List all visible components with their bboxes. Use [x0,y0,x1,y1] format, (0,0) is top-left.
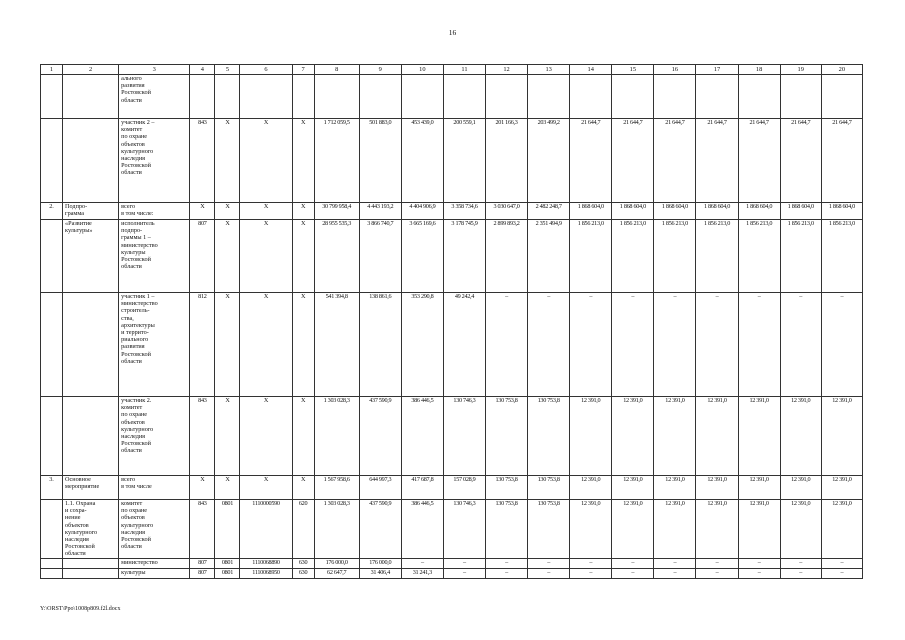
amount-cell: – [570,568,612,578]
budget-table [40,64,863,579]
amount-cell: 12 391,0 [654,397,696,476]
page-number: 16 [448,28,457,37]
amount-cell: – [738,293,780,397]
code-cell: 1110000590 [240,500,292,559]
amount-cell: 417 687,8 [401,476,443,500]
table-row [41,500,863,559]
amount-cell: 138 861,6 [359,293,401,397]
code-cell: Х [240,119,292,203]
amount-cell: – [696,568,738,578]
code-cell: 843 [190,397,215,476]
executor-cell: ального развития Ростовской области [119,75,190,119]
code-cell: Х [240,397,292,476]
amount-cell: – [443,568,485,578]
amount-cell: 12 391,0 [570,500,612,559]
amount-cell: – [443,558,485,568]
code-cell: Х [292,293,314,397]
amount-cell: 1 856 213,0 [780,220,821,293]
amount-cell: 130 746,3 [443,500,485,559]
column-number-19: 19 [780,65,821,75]
amount-cell: 1 868 604,0 [821,203,862,220]
amount-cell: 3 178 745,9 [443,220,485,293]
program-name-cell [63,397,119,476]
amount-cell: 130 753,8 [528,397,570,476]
executor-cell: участник 2. комитет по охране объектов культурного наследия Ростовской области [119,397,190,476]
column-number-14: 14 [570,65,612,75]
code-cell: Х [292,203,314,220]
amount-cell: 12 391,0 [738,397,780,476]
program-name-cell: «Развитие культуры» [63,220,119,293]
code-cell: Х [190,476,215,500]
column-number-5: 5 [215,65,240,75]
table-row [41,119,863,203]
amount-cell: – [780,558,821,568]
code-cell: Х [215,397,240,476]
amount-cell: – [528,293,570,397]
amount-cell [443,75,485,119]
amount-cell [570,75,612,119]
amount-cell: – [738,568,780,578]
amount-cell [780,75,821,119]
program-name-cell [63,558,119,568]
executor-cell: всего в том числе [119,476,190,500]
amount-cell: 12 391,0 [612,397,654,476]
amount-cell: – [821,568,862,578]
table-row [41,397,863,476]
amount-cell: 2 351 494,9 [528,220,570,293]
amount-cell: 1 856 213,0 [738,220,780,293]
column-number-15: 15 [612,65,654,75]
executor-cell: культуры [119,568,190,578]
amount-cell: 12 391,0 [612,476,654,500]
code-cell [240,75,292,119]
row-number-cell [41,558,63,568]
code-cell: 630 [292,558,314,568]
amount-cell: – [696,558,738,568]
table-row [41,203,863,220]
amount-cell: 12 391,0 [821,500,862,559]
amount-cell: – [528,568,570,578]
program-name-cell [63,293,119,397]
amount-cell [486,75,528,119]
amount-cell: 28 955 535,3 [314,220,359,293]
amount-cell: 12 391,0 [696,397,738,476]
amount-cell: 62 647,7 [314,568,359,578]
amount-cell: 12 391,0 [570,476,612,500]
amount-cell: 130 753,8 [486,397,528,476]
amount-cell: 31 406,4 [359,568,401,578]
table-row [41,75,863,119]
amount-cell: 3 866 740,7 [359,220,401,293]
amount-cell: 201 166,3 [486,119,528,203]
code-cell: Х [292,476,314,500]
program-name-cell [63,119,119,203]
amount-cell: 49 242,4 [443,293,485,397]
table-row [41,568,863,578]
column-number-3: 3 [119,65,190,75]
amount-cell: 541 394,8 [314,293,359,397]
amount-cell: – [738,558,780,568]
amount-cell: – [821,293,862,397]
row-number-cell [41,500,63,559]
program-name-cell: Основное мероприятие [63,476,119,500]
amount-cell [612,75,654,119]
column-number-4: 4 [190,65,215,75]
amount-cell: 31 241,3 [401,568,443,578]
amount-cell: 12 391,0 [696,476,738,500]
amount-cell [528,75,570,119]
amount-cell: 21 644,7 [654,119,696,203]
amount-cell: 12 391,0 [654,476,696,500]
amount-cell: – [486,568,528,578]
amount-cell: 386 446,5 [401,500,443,559]
amount-cell [738,75,780,119]
amount-cell: 157 028,9 [443,476,485,500]
amount-cell: 1 712 059,5 [314,119,359,203]
amount-cell: 12 391,0 [570,397,612,476]
program-name-cell [63,568,119,578]
amount-cell: – [486,558,528,568]
amount-cell: 12 391,0 [738,500,780,559]
executor-cell: всего в том числе: [119,203,190,220]
amount-cell: – [654,568,696,578]
column-number-2: 2 [63,65,119,75]
amount-cell: – [612,568,654,578]
amount-cell: 176 000,0 [314,558,359,568]
code-cell: 812 [190,293,215,397]
amount-cell: 3 030 647,0 [486,203,528,220]
executor-cell: исполнитель подпро- граммы 1 – министерство культуры Ростовской области [119,220,190,293]
amount-cell: 200 559,1 [443,119,485,203]
program-name-cell: Подпро- грамма [63,203,119,220]
amount-cell: 4 404 906,9 [401,203,443,220]
code-cell: 620 [292,500,314,559]
code-cell: Х [240,293,292,397]
amount-cell: – [780,568,821,578]
amount-cell: 1 868 604,0 [738,203,780,220]
amount-cell: 644 997,3 [359,476,401,500]
code-cell: Х [292,119,314,203]
amount-cell: 1 868 604,0 [612,203,654,220]
column-number-6: 6 [240,65,292,75]
row-number-cell [41,568,63,578]
amount-cell: 2 482 248,7 [528,203,570,220]
column-number-7: 7 [292,65,314,75]
amount-cell: 130 753,8 [528,476,570,500]
code-cell: 0801 [215,568,240,578]
code-cell [190,75,215,119]
amount-cell: 12 391,0 [780,500,821,559]
code-cell: 0801 [215,558,240,568]
amount-cell: 203 499,2 [528,119,570,203]
amount-cell: – [612,293,654,397]
column-number-16: 16 [654,65,696,75]
column-number-9: 9 [359,65,401,75]
amount-cell: 12 391,0 [821,397,862,476]
program-name-cell [63,75,119,119]
table-row [41,476,863,500]
amount-cell: 21 644,7 [738,119,780,203]
column-number-13: 13 [528,65,570,75]
code-cell: Х [215,220,240,293]
row-number-cell: 2. [41,203,63,220]
executor-cell: министерство [119,558,190,568]
amount-cell: 12 391,0 [612,500,654,559]
amount-cell: – [570,558,612,568]
amount-cell: 353 290,8 [401,293,443,397]
amount-cell: 1 856 213,0 [570,220,612,293]
amount-cell [654,75,696,119]
code-cell: 807 [190,568,215,578]
column-number-12: 12 [486,65,528,75]
column-number-17: 17 [696,65,738,75]
column-number-1: 1 [41,65,63,75]
code-cell: Х [215,476,240,500]
amount-cell: – [654,293,696,397]
amount-cell: 176 000,0 [359,558,401,568]
amount-cell: 130 753,8 [528,500,570,559]
amount-cell: 386 446,5 [401,397,443,476]
code-cell: Х [215,119,240,203]
code-cell: Х [240,220,292,293]
code-cell: 807 [190,558,215,568]
footer-file-path: Y:\ORST\Ppo\1008p809.f2l.docx [40,606,121,612]
amount-cell: 30 799 958,4 [314,203,359,220]
code-cell: 0801 [215,500,240,559]
amount-cell: – [570,293,612,397]
column-number-18: 18 [738,65,780,75]
table-row [41,558,863,568]
amount-cell: 12 391,0 [696,500,738,559]
row-number-cell [41,293,63,397]
amount-cell: 12 391,0 [780,476,821,500]
amount-cell: – [654,558,696,568]
amount-cell [314,75,359,119]
amount-cell: 453 439,0 [401,119,443,203]
code-cell: Х [240,203,292,220]
code-cell: 807 [190,220,215,293]
amount-cell [359,75,401,119]
code-cell [215,75,240,119]
amount-cell: 21 644,7 [696,119,738,203]
code-cell: Х [292,220,314,293]
executor-cell: участник 2 – комитет по охране объектов культурного наследия Ростовской области [119,119,190,203]
code-cell: Х [215,203,240,220]
amount-cell: 130 753,8 [486,476,528,500]
amount-cell: 1 868 604,0 [654,203,696,220]
amount-cell [401,75,443,119]
executor-cell: комитет по охране объектов культурного наследия Ростовской области [119,500,190,559]
amount-cell: 1 856 213,0 [821,220,862,293]
executor-cell: участник 1 – министерство строитель- ства, архитектуры и террито- риального развития Ростовской области [119,293,190,397]
amount-cell: – [612,558,654,568]
code-cell: 630 [292,568,314,578]
column-number-8: 8 [314,65,359,75]
amount-cell: 4 443 193,2 [359,203,401,220]
code-cell: 843 [190,119,215,203]
amount-cell: 1 567 958,6 [314,476,359,500]
amount-cell: 1 856 213,0 [612,220,654,293]
amount-cell: 2 899 893,2 [486,220,528,293]
program-name-cell: 1.1. Охрана и сохра- нение объектов культурного наследия Ростовской области [63,500,119,559]
amount-cell: 1 856 213,0 [654,220,696,293]
amount-cell: – [528,558,570,568]
code-cell: Х [190,203,215,220]
amount-cell: 12 391,0 [654,500,696,559]
amount-cell: 21 644,7 [612,119,654,203]
amount-cell: 437 590,9 [359,500,401,559]
code-cell: 1110068890 [240,558,292,568]
code-cell: 843 [190,500,215,559]
amount-cell: 1 303 028,3 [314,500,359,559]
code-cell: Х [292,397,314,476]
amount-cell: 12 391,0 [738,476,780,500]
amount-cell: 21 644,7 [780,119,821,203]
amount-cell: 1 868 604,0 [570,203,612,220]
amount-cell: – [821,558,862,568]
table-row [41,220,863,293]
amount-cell: 1 868 604,0 [696,203,738,220]
amount-cell: 501 883,0 [359,119,401,203]
amount-cell: 12 391,0 [780,397,821,476]
amount-cell: 130 746,3 [443,397,485,476]
amount-cell [696,75,738,119]
row-number-cell [41,397,63,476]
amount-cell: 21 644,7 [570,119,612,203]
amount-cell: 3 358 734,6 [443,203,485,220]
amount-cell: – [486,293,528,397]
row-number-cell [41,119,63,203]
table-row [41,293,863,397]
amount-cell: 1 868 604,0 [780,203,821,220]
amount-cell: 437 590,9 [359,397,401,476]
amount-cell: – [696,293,738,397]
code-cell: 1110068950 [240,568,292,578]
row-number-cell: 3. [41,476,63,500]
amount-cell: 21 644,7 [821,119,862,203]
amount-cell: 1 303 028,3 [314,397,359,476]
column-number-10: 10 [401,65,443,75]
amount-cell: – [780,293,821,397]
amount-cell: 130 753,8 [486,500,528,559]
column-number-11: 11 [443,65,485,75]
code-cell [292,75,314,119]
amount-cell [821,75,862,119]
code-cell: Х [215,293,240,397]
column-number-row [41,65,863,75]
amount-cell: 3 665 169,6 [401,220,443,293]
code-cell: Х [240,476,292,500]
amount-cell: 12 391,0 [821,476,862,500]
amount-cell: – [401,558,443,568]
amount-cell: 1 856 213,0 [696,220,738,293]
column-number-20: 20 [821,65,862,75]
row-number-cell [41,220,63,293]
row-number-cell [41,75,63,119]
